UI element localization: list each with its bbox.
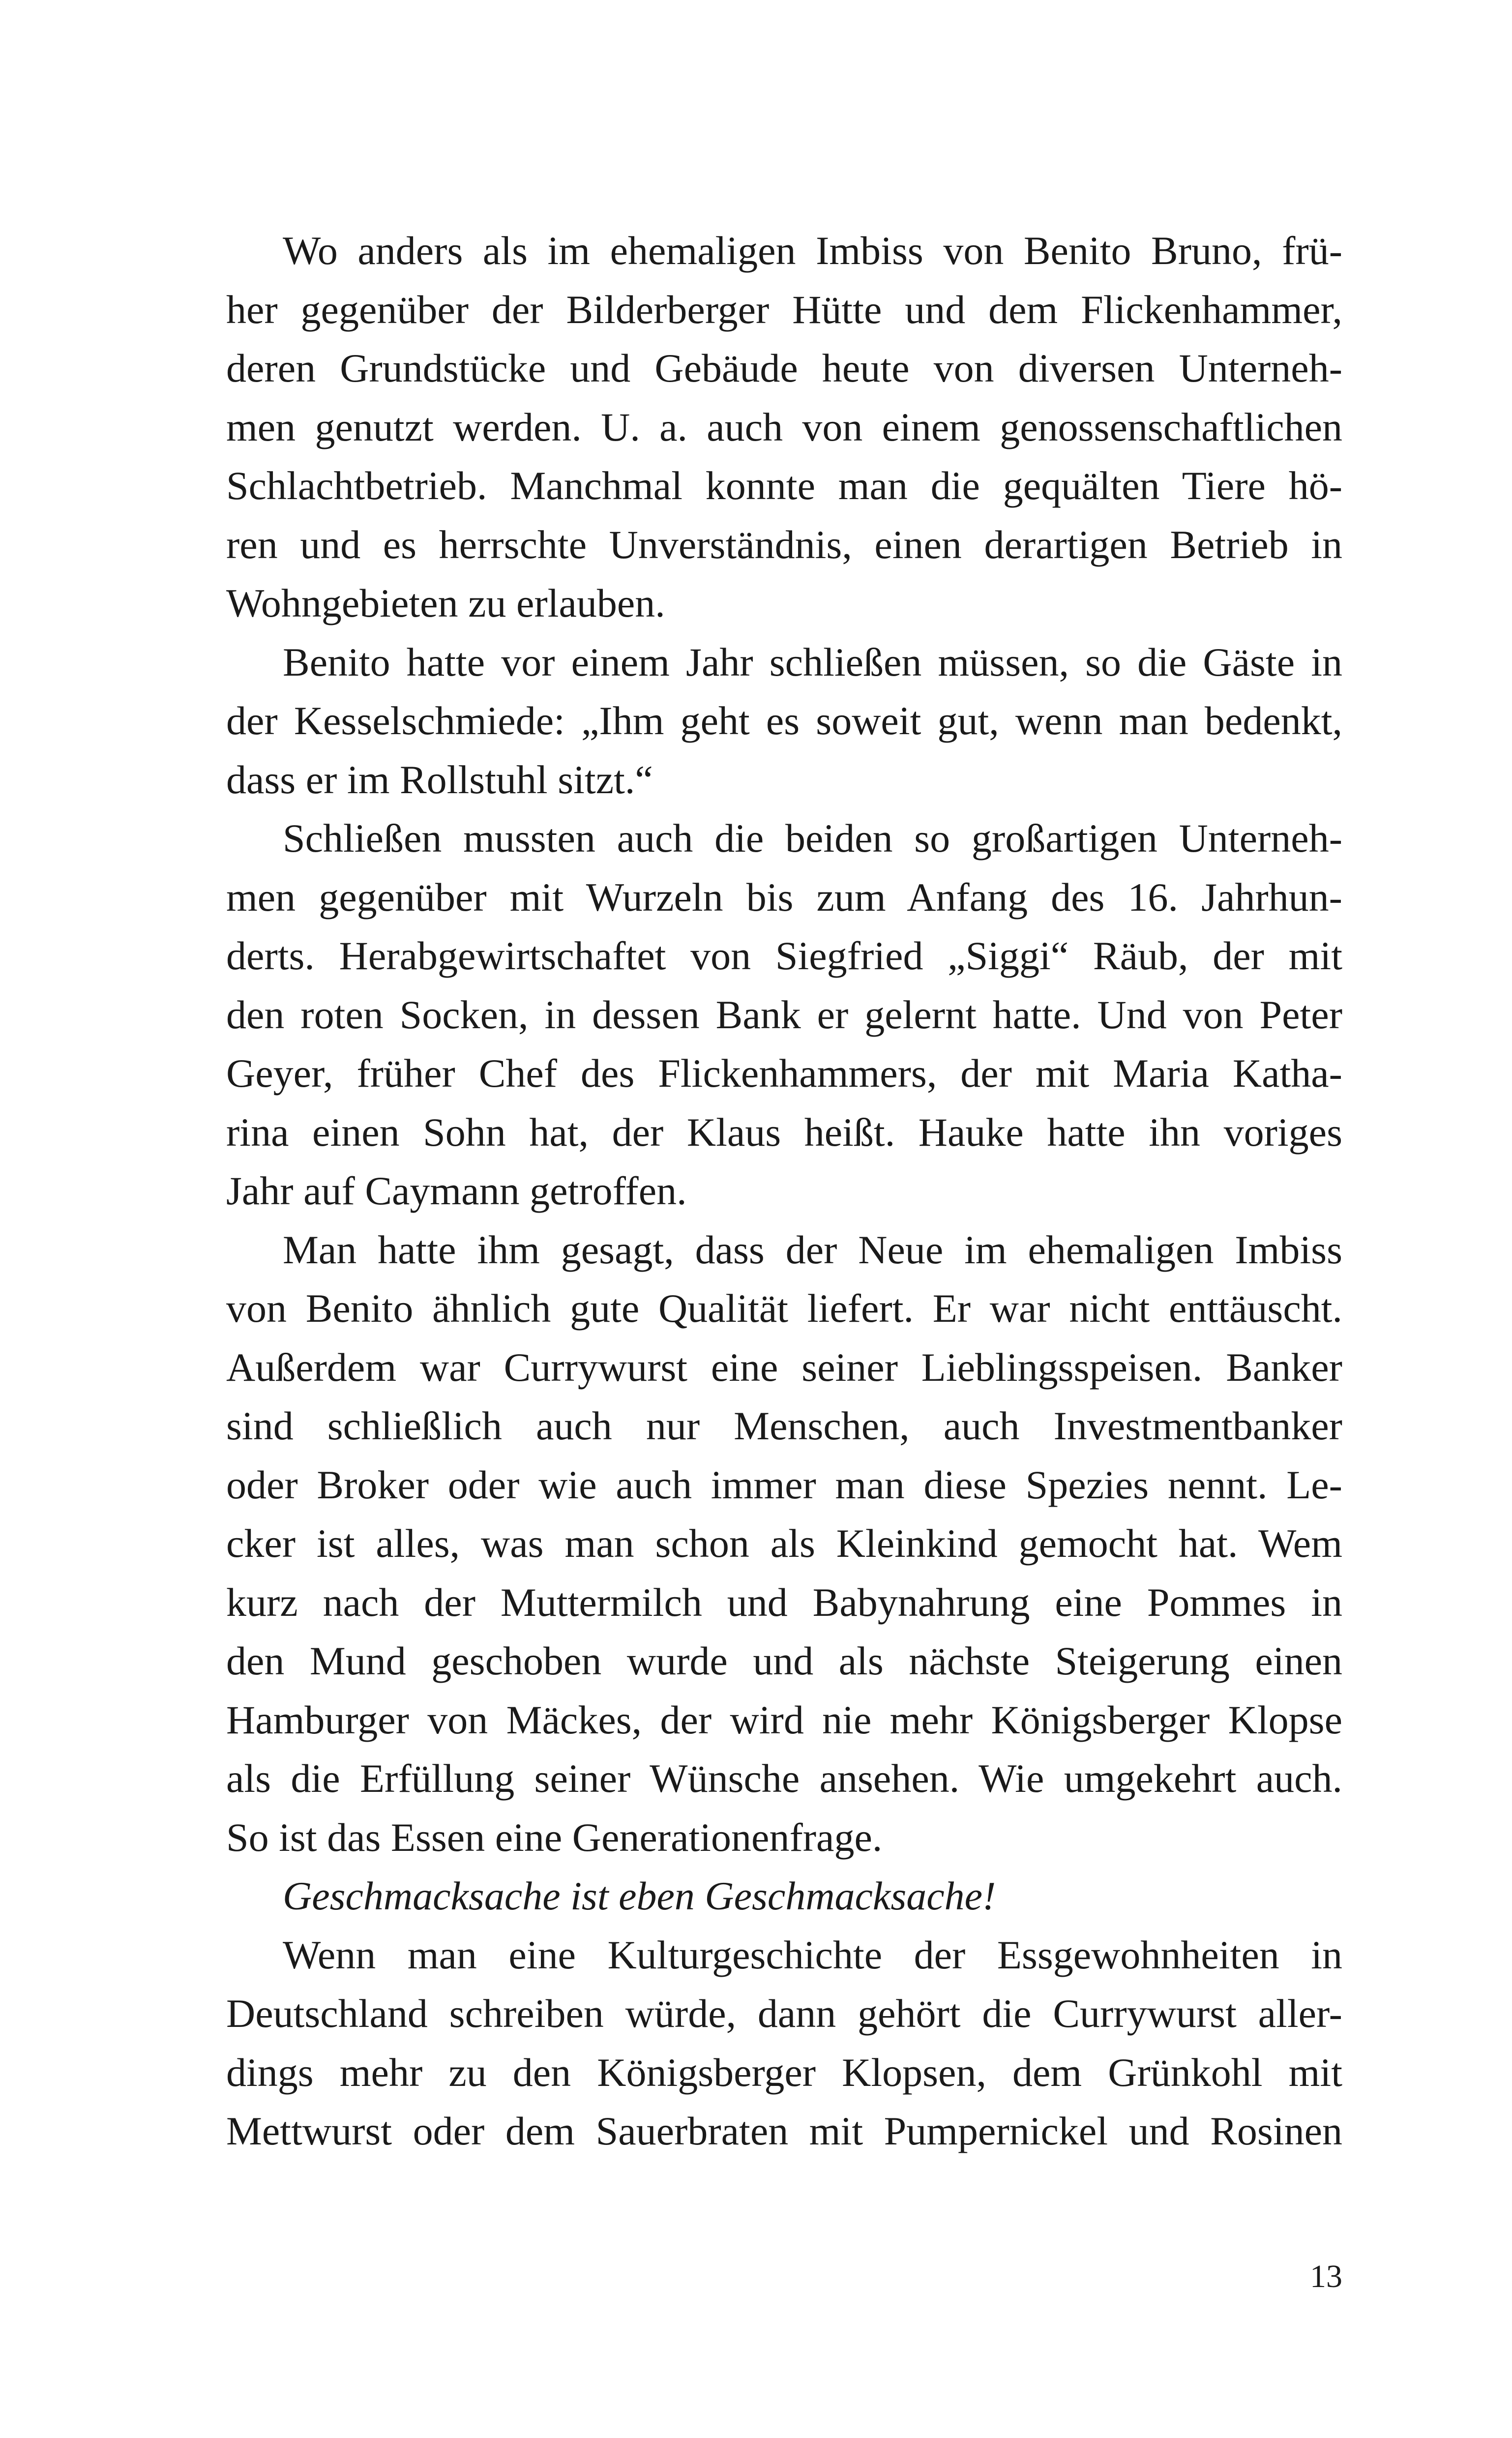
text-line: Benito hatte vor einem Jahr schließen müssen, so die Gäste in <box>283 639 1342 684</box>
text-line: Man hatte ihm gesagt, dass der Neue im ehemaligen Imbiss <box>283 1227 1342 1272</box>
text-line: Jahr auf Caymann getroffen. <box>226 1168 687 1213</box>
text-line: Geschmacksache ist eben Geschmacksache! <box>283 1873 996 1918</box>
text-line: men gegenüber mit Wurzeln bis zum Anfang des 16. Jahrhun- <box>226 874 1342 920</box>
text-line: sind schließlich auch nur Menschen, auch Investmentbanker <box>226 1403 1342 1448</box>
body-text <box>226 221 1342 2161</box>
text-line: als die Erfüllung seiner Wünsche ansehen. Wie umgekehrt auch. <box>226 1756 1342 1801</box>
page-number: 13 <box>1310 2259 1342 2294</box>
text-line: der Kesselschmiede: „Ihm geht es soweit gut, wenn man bedenkt, <box>226 698 1342 743</box>
text-line: von Benito ähnlich gute Qualität liefert. Er war nicht enttäuscht. <box>226 1286 1342 1331</box>
text-line: rina einen Sohn hat, der Klaus heißt. Hauke hatte ihn voriges <box>226 1109 1342 1155</box>
text-line: kurz nach der Muttermilch und Babynahrung eine Pommes in <box>226 1579 1342 1625</box>
text-line: Geyer, früher Chef des Flickenhammers, der mit Maria Katha- <box>226 1051 1342 1096</box>
text-line: Wo anders als im ehemaligen Imbiss von Benito Bruno, frü- <box>283 228 1342 273</box>
text-line: dings mehr zu den Königsberger Klopsen, dem Grünkohl mit <box>226 2050 1342 2095</box>
text-line: Mettwurst oder dem Sauerbraten mit Pumpernickel und Rosinen <box>226 2109 1342 2153</box>
text-line: Außerdem war Currywurst eine seiner Lieblingsspeisen. Banker <box>226 1344 1342 1390</box>
text-line: den Mund geschoben wurde und als nächste Steigerung einen <box>226 1638 1342 1683</box>
text-line: den roten Socken, in dessen Bank er gelernt hatte. Und von Peter <box>226 992 1342 1037</box>
text-line: Schlachtbetrieb. Manchmal konnte man die gequälten Tiere hö- <box>226 463 1342 508</box>
text-line: oder Broker oder wie auch immer man diese Spezies nennt. Le- <box>226 1462 1342 1507</box>
text-line: deren Grundstücke und Gebäude heute von diversen Unterneh- <box>226 346 1342 390</box>
text-line: Wohngebieten zu erlauben. <box>226 581 665 625</box>
text-line: Wenn man eine Kulturgeschichte der Essgewohnheiten in <box>283 1932 1342 1977</box>
text-line: Schließen mussten auch die beiden so großartigen Unterneh- <box>283 816 1342 861</box>
text-line: Hamburger von Mäckes, der wird nie mehr Königsberger Klopse <box>226 1697 1342 1742</box>
text-line: derts. Herabgewirtschaftet von Siegfried „Siggi“ Räub, der mit <box>226 933 1342 978</box>
text-line: her gegenüber der Bilderberger Hütte und dem Flickenhammer, <box>226 287 1342 332</box>
text-line: men genutzt werden. U. a. auch von einem genossenschaftlichen <box>226 404 1342 449</box>
text-line: Deutschland schreiben würde, dann gehört die Currywurst aller- <box>226 1991 1342 2036</box>
text-line: dass er im Rollstuhl sitzt.“ <box>226 757 653 802</box>
text-line: ren und es herrschte Unverständnis, einen derartigen Betrieb in <box>226 522 1342 567</box>
text-line: cker ist alles, was man schon als Kleinkind gemocht hat. Wem <box>226 1521 1342 1566</box>
text-line: So ist das Essen eine Generationenfrage. <box>226 1814 883 1860</box>
